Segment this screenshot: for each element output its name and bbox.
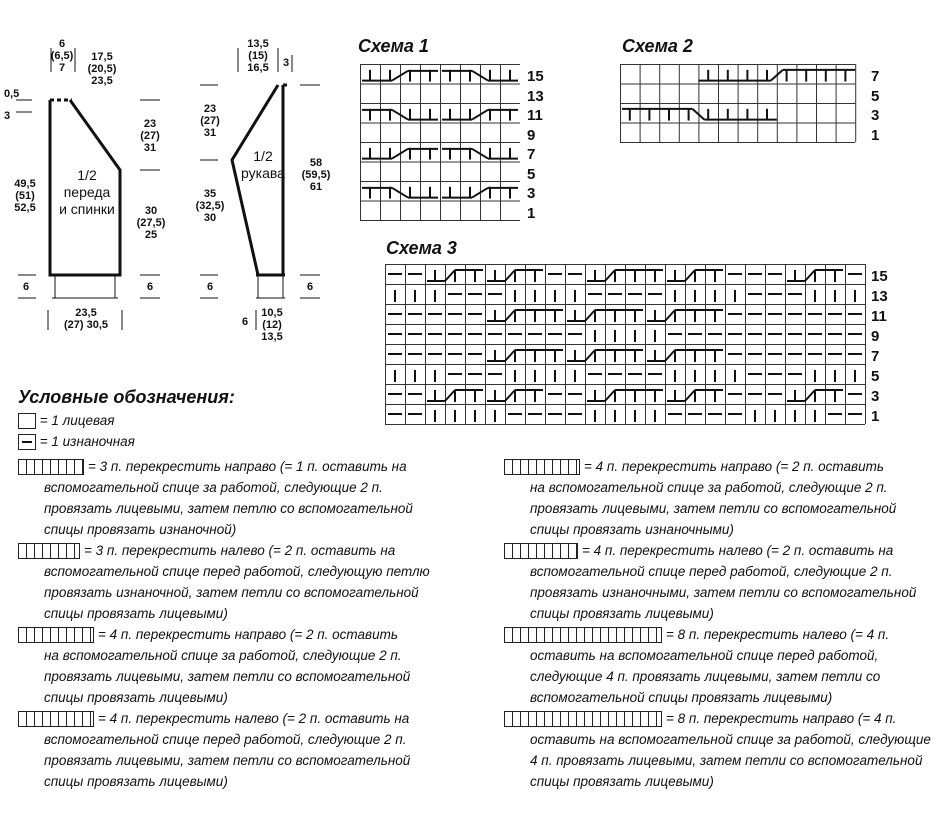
legend-line: 4 п. провязать лицевыми, затем петли со вспомогательной bbox=[530, 753, 923, 768]
sleeve-length-dim: 35 (32,5) 30 bbox=[195, 188, 225, 224]
cable-slant bbox=[445, 270, 455, 281]
cable-slant bbox=[665, 310, 675, 321]
legend-title: Условные обозначения: bbox=[18, 387, 235, 407]
fb-neck-drop: 0,5 3 bbox=[4, 88, 20, 122]
legend-line: провязать изнаночными, затем петли со вспомогательной bbox=[530, 585, 917, 600]
fb-neck-dim: 6 (6,5) 7 bbox=[50, 38, 74, 74]
legend-line: провязать лицевыми, затем петли со вспомогательной bbox=[530, 501, 897, 516]
legend-line: спицы провязать лицевыми) bbox=[44, 690, 228, 705]
fb-body-dim: 30 (27,5) 25 bbox=[136, 205, 166, 241]
cable-symbol-icon bbox=[18, 627, 94, 643]
fb-shoulder-dim: 17,5 (20,5) 23,5 bbox=[87, 51, 117, 87]
legend-line: = 8 п. перекрестить налево (= 4 п. bbox=[504, 624, 934, 645]
sleeve-top-dim: 13,5 (15) 16,5 bbox=[247, 38, 269, 74]
cable-slant bbox=[685, 270, 695, 281]
sleeve-cuff-width: 10,5 (12) 13,5 bbox=[261, 307, 283, 343]
legend-item bbox=[18, 540, 448, 624]
sleeve-cuff-height: 6 bbox=[241, 316, 249, 328]
row-number: 1 bbox=[527, 204, 536, 222]
scheme2-row-numbers bbox=[871, 67, 891, 145]
row-number: 5 bbox=[527, 165, 536, 183]
legend-item bbox=[18, 708, 448, 792]
legend-item bbox=[504, 456, 934, 540]
row-number: 9 bbox=[527, 126, 536, 144]
legend-line: = 4 п. перекрестить налево (= 2 п. оставить на bbox=[504, 540, 934, 561]
cable-symbol-icon bbox=[18, 459, 84, 475]
cable-symbol-icon bbox=[18, 711, 94, 727]
scheme1-row-numbers bbox=[527, 67, 547, 223]
legend-item bbox=[504, 540, 934, 624]
scheme2-chart bbox=[620, 64, 860, 148]
row-number: 5 bbox=[871, 368, 880, 385]
scheme1-title: Схема 1 bbox=[358, 36, 429, 56]
row-number: 15 bbox=[527, 68, 544, 85]
legend-line: вспомогательной спице за работой, следующие 2 п. bbox=[44, 480, 383, 495]
knit-symbol bbox=[18, 413, 36, 429]
legend-line: вспомогательной спице перед работой, следующие 2 п. bbox=[44, 732, 407, 747]
cable-slant bbox=[665, 350, 675, 361]
row-number: 11 bbox=[527, 107, 543, 124]
legend-item bbox=[18, 624, 448, 708]
legend-line: спицы провязать изнаночными) bbox=[530, 522, 734, 537]
sleeve-rib-right: 6 bbox=[306, 281, 314, 293]
cable-slant bbox=[505, 310, 515, 321]
cable-symbol-icon bbox=[504, 459, 580, 475]
cable-slant bbox=[771, 70, 783, 81]
scheme1-chart bbox=[360, 64, 520, 224]
scheme3-row-numbers bbox=[871, 267, 891, 427]
fb-side-dim: 49,5 (51) 52,5 bbox=[14, 178, 36, 214]
row-number: 1 bbox=[871, 126, 880, 144]
cable-slant bbox=[585, 350, 595, 361]
sleeve-label: 1/2 рукава bbox=[241, 148, 285, 181]
sleeve-total-dim: 58 (59,5) 61 bbox=[301, 157, 331, 193]
legend-line: спицы провязать лицевыми) bbox=[530, 606, 714, 621]
row-number: 9 bbox=[871, 328, 880, 345]
legend-line: спицы провязать лицевыми) bbox=[44, 606, 228, 621]
legend-line: вспомогательной спицы провязать лицевыми) bbox=[530, 690, 833, 705]
legend-line: провязать изнаночной, затем петли со вспомогательной bbox=[44, 585, 419, 600]
legend-left-column bbox=[18, 456, 448, 792]
cable-symbol-icon bbox=[504, 627, 662, 643]
legend-item bbox=[504, 624, 934, 708]
fb-width-dim: 23,5 (27) 30,5 bbox=[63, 307, 109, 331]
legend-line: = 4 п. перекрестить направо (= 2 п. оставить bbox=[18, 624, 448, 645]
legend-line: следующие 4 п. провязать лицевыми, затем петли со bbox=[530, 669, 881, 684]
sleeve-cap-dim: 23 (27) 31 bbox=[200, 103, 220, 139]
row-number: 3 bbox=[871, 107, 880, 124]
fb-rib-left: 6 bbox=[22, 281, 30, 293]
legend-item bbox=[504, 708, 934, 792]
row-number: 7 bbox=[871, 348, 880, 365]
legend-line: вспомогательной спице перед работой, следующую петлю bbox=[44, 564, 430, 579]
row-number: 15 bbox=[871, 268, 888, 285]
sleeve-top-right: 3 bbox=[282, 57, 290, 69]
legend-line: = 4 п. перекрестить налево (= 2 п. оставить на bbox=[18, 708, 448, 729]
legend-line: провязать лицевыми, затем петли со вспомогательной bbox=[44, 669, 411, 684]
legend-line: спицы провязать лицевыми) bbox=[530, 774, 714, 789]
legend-line: спицы провязать лицевыми) bbox=[44, 774, 228, 789]
legend-line: оставить на вспомогательной спице перед работой, bbox=[530, 648, 879, 663]
legend-line: провязать лицевыми, затем петли со вспомогательной bbox=[44, 753, 411, 768]
legend-line: = 4 п. перекрестить направо (= 2 п. оставить bbox=[504, 456, 934, 477]
cable-slant bbox=[505, 350, 515, 361]
scheme2-title: Схема 2 bbox=[622, 36, 693, 56]
cable-slant bbox=[805, 390, 815, 401]
legend-item bbox=[18, 456, 448, 540]
legend-line: на вспомогательной спице за работой, следующие 2 п. bbox=[44, 648, 402, 663]
cable-slant bbox=[605, 390, 615, 401]
row-number: 3 bbox=[527, 185, 536, 202]
legend-knit: = 1 лицевая bbox=[18, 410, 114, 431]
cable-slant bbox=[505, 390, 515, 401]
scheme3-title: Схема 3 bbox=[386, 238, 457, 258]
cable-slant bbox=[585, 310, 595, 321]
row-number: 13 bbox=[871, 288, 888, 305]
legend-line: = 3 п. перекрестить направо (= 1 п. оставить на bbox=[18, 456, 448, 477]
legend-right-column bbox=[504, 456, 934, 792]
row-number: 3 bbox=[871, 388, 880, 405]
cable-slant bbox=[605, 270, 615, 281]
legend-line: = 3 п. перекрестить налево (= 2 п. оставить на bbox=[18, 540, 448, 561]
legend-line: на вспомогательной спице за работой, следующие 2 п. bbox=[530, 480, 888, 495]
row-number: 5 bbox=[871, 87, 880, 105]
cable-slant bbox=[505, 270, 515, 281]
fb-armhole-dim: 23 (27) 31 bbox=[140, 118, 160, 154]
cable-symbol-icon bbox=[504, 711, 662, 727]
purl-symbol bbox=[18, 434, 36, 450]
cable-slant bbox=[685, 390, 695, 401]
row-number: 1 bbox=[871, 408, 880, 425]
cable-symbol-icon bbox=[504, 543, 578, 559]
legend-line: = 8 п. перекрестить направо (= 4 п. bbox=[504, 708, 934, 729]
row-number: 13 bbox=[527, 87, 544, 105]
legend-line: спицы провязать изнаночной) bbox=[44, 522, 237, 537]
cable-slant bbox=[445, 390, 455, 401]
row-number: 7 bbox=[527, 146, 536, 163]
row-number: 7 bbox=[871, 68, 880, 85]
fb-label: 1/2 переда и спинки bbox=[59, 167, 115, 217]
sleeve-rib-left: 6 bbox=[206, 281, 214, 293]
legend-line: вспомогательной спице перед работой, следующие 2 п. bbox=[530, 564, 893, 579]
legend-line: оставить на вспомогательной спице за работой, следующие bbox=[530, 732, 931, 747]
cable-slant bbox=[805, 270, 815, 281]
scheme3-chart bbox=[385, 264, 867, 426]
legend-purl: = 1 изнаночная bbox=[18, 431, 135, 452]
legend-line: провязать лицевыми, затем петлю со вспомогательной bbox=[44, 501, 413, 516]
cable-symbol-icon bbox=[18, 543, 80, 559]
fb-rib-right: 6 bbox=[146, 281, 154, 293]
row-number: 11 bbox=[871, 308, 887, 325]
